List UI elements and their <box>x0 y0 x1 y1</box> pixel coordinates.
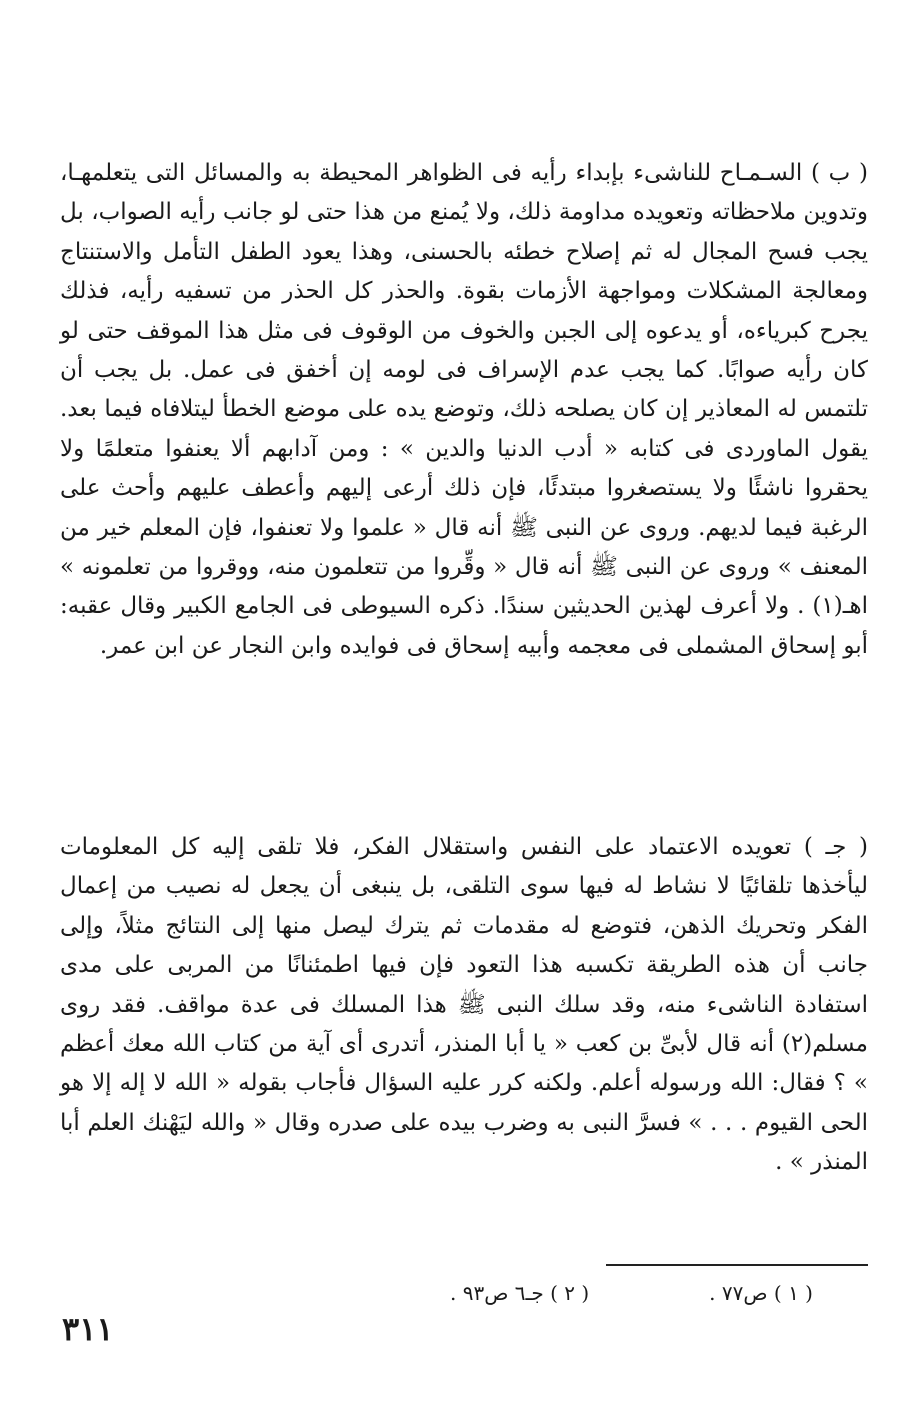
footnote-1: ( ١ ) ص٧٧ . <box>709 1281 813 1305</box>
paragraph-b: ( ب ) السـمـاح للناشىء بإبداء رأيه فى الظواهر المحيطة به والمسائل التى يتعلمهـا، وتدوين ملاحظاته وتعويده مداومة ذلك، ولا يُمنع من هذا حتى لو جانب رأيه الصواب، بل يجب فسح المجال له ثم إصلاح خطئه بالحسنى، وهذا يعود الطفل التأمل والاستنتاج ومعالجة المشكلات ومواجهة الأزمات بقوة. والحذر كل الحذر من تسفيه رأيه، فذلك يجرح كبرياءه، أو يدعوه إلى الجبن والخوف من الوقوف فى مثل هذا الموقف حتى لو كان رأيه صوابًا. كما يجب عدم الإسراف فى لومه إن أخفق فى عمل. بل يجب أن تلتمس له المعاذير إن كان يصلحه ذلك، وتوضع يده على موضع الخطأ ليتلافاه فيما بعد. يقول الماوردى فى كتابه « أدب الدنيا والدين » : ومن آدابهم ألا يعنفوا متعلمًا ولا يحقروا ناشئًا ولا يستصغروا مبتدئًا، فإن ذلك أرعى إليهم وأعطف عليهم وأحث على الرغبة فيما لديهم. وروى عن النبى ﷺ أنه قال « علموا ولا تعنفوا، فإن المعلم خير من المعنف » وروى عن النبى ﷺ أنه قال « وقِّروا من تتعلمون منه، ووقروا من تعلمونه » اهـ(١) . ولا أعرف لهذين الحديثين سندًا. ذكره السيوطى فى الجامع الكبير وقال عقبه: أبو إسحاق المشملى فى معجمه وأبيه إسحاق فى فوايده وابن النجار عن ابن عمر. <box>60 160 868 659</box>
footnote-2: ( ٢ ) جـ٦ ص٩٣ . <box>450 1281 590 1305</box>
footnotes <box>313 1278 813 1308</box>
paragraph-j: ( جـ ) تعويده الاعتماد على النفس واستقلال الفكر، فلا تلقى إليه كل المعلومات ليأخذها تلقائيًا لا نشاط له فيها سوى التلقى، بل ينبغى أن يجعل له نصيب من إعمال الفكر وتحريك الذهن، فتوضع له مقدمات ثم يترك ليصل منها إلى النتائج مثلاً، وإلى جانب أن هذه الطريقة تكسبه هذا التعود فإن فيها اطمئنانًا من المربى على مدى استفادة الناشىء منه، وقد سلك النبى ﷺ هذا المسلك فى عدة مواقف. فقد روى مسلم(٢) أنه قال لأبىِّ بن كعب « يا أبا المنذر، أتدرى أى آية من كتاب الله معك أعظم » ؟ فقال: الله ورسوله أعلم. ولكنه كرر عليه السؤال فأجاب بقوله « الله لا إله إلا هو الحى القيوم . . . » فسرَّ النبى به وضرب بيده على صدره وقال « والله ليَهْنك العلم أبا المنذر » . <box>60 834 868 1176</box>
footnote-divider <box>606 1264 868 1266</box>
page-number: ٣١١ <box>62 1310 114 1348</box>
